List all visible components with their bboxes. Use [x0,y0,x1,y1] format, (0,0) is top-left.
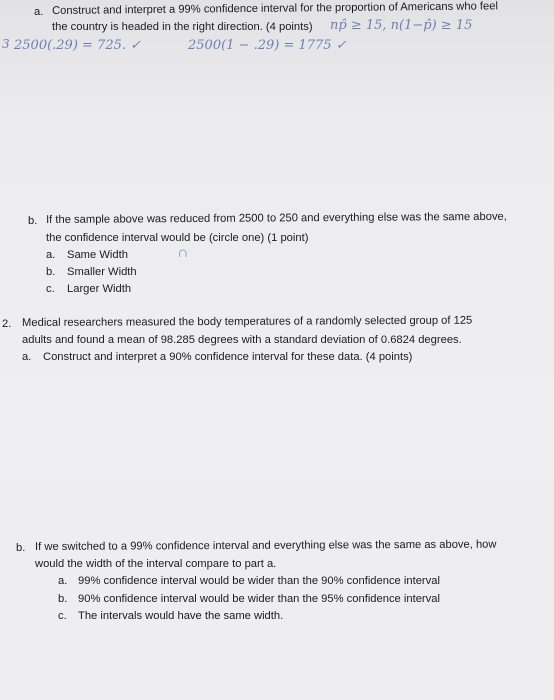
q2b-marker: b. [16,542,26,554]
q2-line1: Medical researchers measured the body temperatures of a randomly selected group of 125 [22,314,473,329]
q1b-option-a: Same Width [67,249,128,261]
q2a-text: Construct and interpret a 90% confidence interval for these data. (4 points) [43,351,413,363]
q2b-line2: would the width of the interval compare to part a. [35,558,277,570]
q1a-marker: a. [34,6,44,18]
q2b-option-a-marker: a. [58,575,68,587]
q1b-marker: b. [28,215,38,227]
q2b-option-b: 90% confidence interval would be wider than the 95% confidence interval [78,593,440,605]
q1b-line1: If the sample above was reduced from 2500 to 250 and everything else was the same above, [46,210,507,226]
q2-number: 2. [2,318,12,330]
q1b-option-c: Larger Width [67,283,132,295]
q1b-option-c-marker: c. [46,283,55,295]
handwritten-circle-mark: ∩ [178,246,189,260]
q2a-marker: a. [22,351,32,363]
q2-line2: adults and found a mean of 98.285 degrees with a standard deviation of 0.6824 degrees. [22,334,462,346]
q1b-line2: the confidence interval would be (circle one) (1 point) [46,232,309,244]
q1b-option-a-marker: a. [46,249,56,261]
q1b-option-b-marker: b. [46,266,56,278]
handwritten-calc-2: 2500(1 − .29) = 1775 ✓ [188,38,347,53]
handwritten-condition: np̂ ≥ 15, n(1−p̂) ≥ 15 [330,18,473,33]
q2b-option-c-marker: c. [58,610,67,622]
q1b-option-b: Smaller Width [67,266,137,278]
handwritten-calc-1: 2500(.29) = 725. ✓ [14,38,142,53]
q2b-option-c: The intervals would have the same width. [78,610,284,622]
q1a-line1: Construct and interpret a 99% confidence interval for the proportion of Americans who feel [52,0,499,17]
q2b-option-b-marker: b. [58,593,68,605]
q2b-option-a: 99% confidence interval would be wider than the 90% confidence interval [78,575,440,587]
handwritten-margin-mark: 3 [2,37,10,51]
q2b-line1: If we switched to a 99% confidence interval and everything else was the same as above, how [35,538,497,553]
q1a-line2: the country is headed in the right direction. (4 points) [52,21,313,33]
